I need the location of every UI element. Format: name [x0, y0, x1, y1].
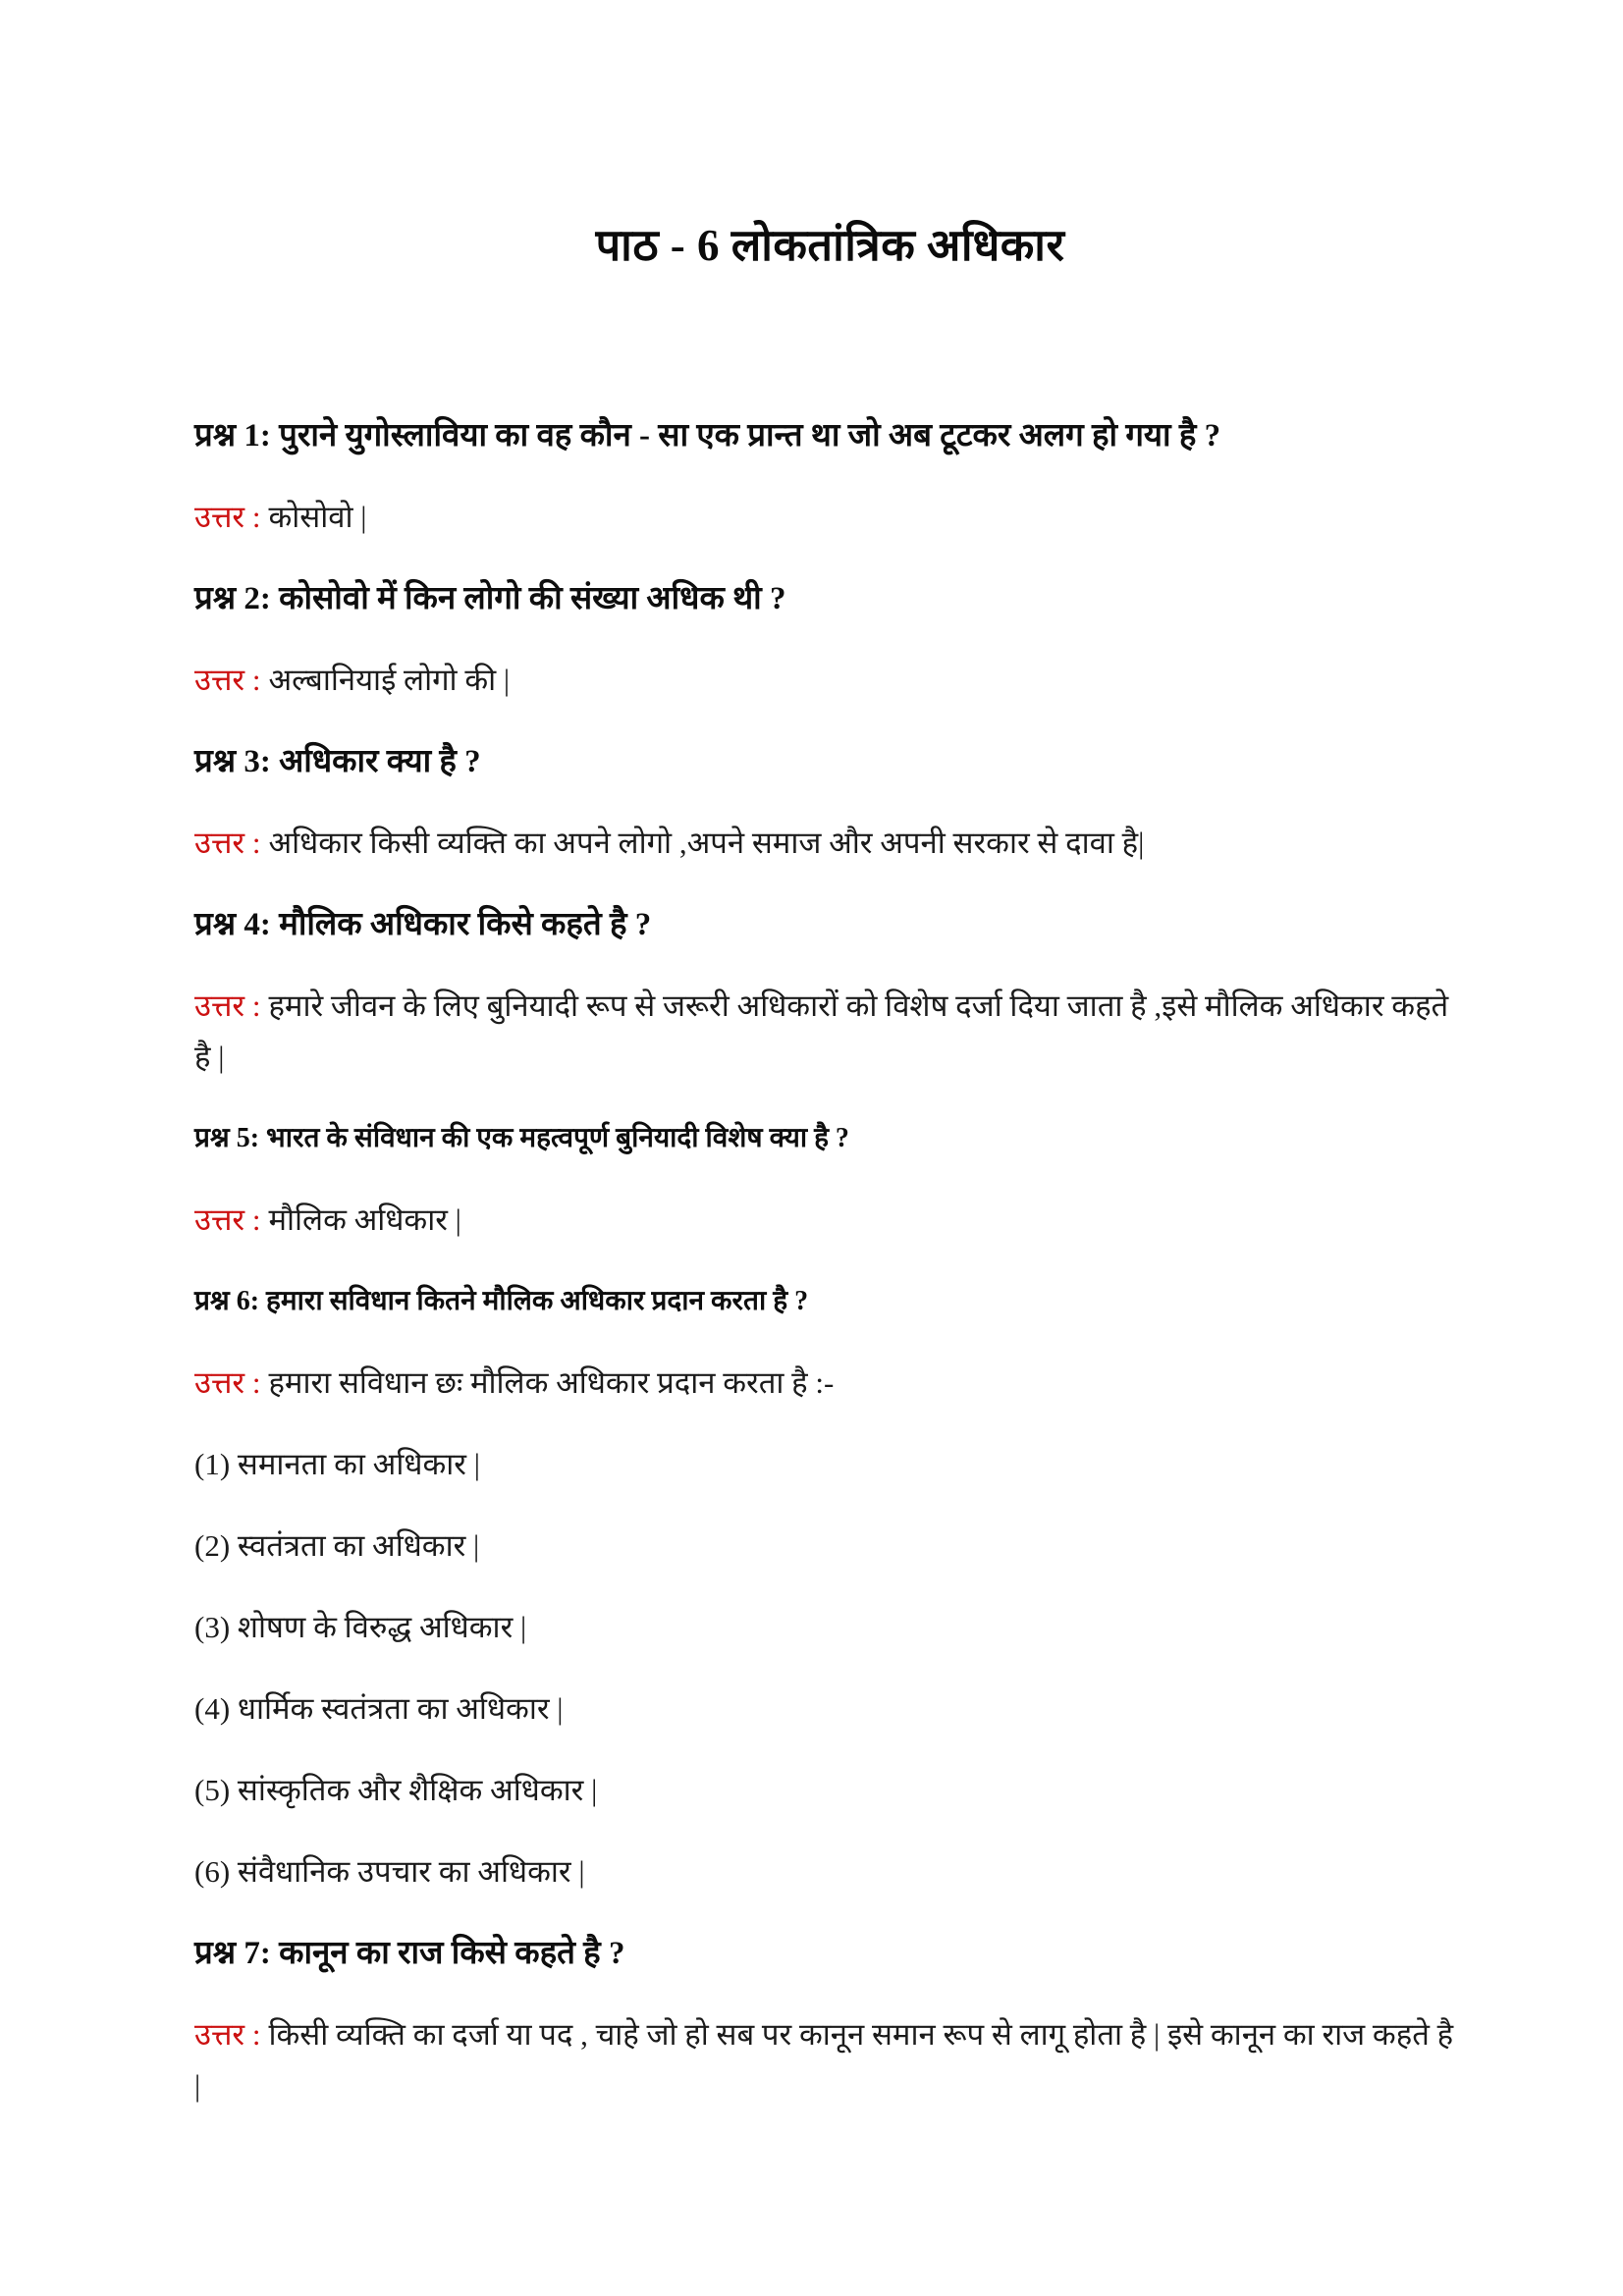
answer-6 [194, 1358, 1466, 1409]
question-7: प्रश्न 7: कानून का राज किसे कहते है ? [194, 1936, 625, 1972]
answer-text: किसी व्यक्ति का दर्जा या पद , चाहे जो हो सब पर कानून समान रूप से लागू होता है | इसे कानून का राज कहते है | [194, 2017, 1454, 2104]
rights-list-item-2: (2) स्वतंत्रता का अधिकार | [194, 1528, 480, 1564]
rights-list-item-6: (6) संवैधानिक उपचार का अधिकार | [194, 1854, 585, 1890]
answer-text: कोसोवो | [268, 500, 367, 535]
question-4: प्रश्न 4: मौलिक अधिकार किसे कहते है ? [194, 907, 652, 943]
answer-text: अधिकार किसी व्यक्ति का अपने लोगो ,अपने समाज और अपनी सरकार से दावा है| [268, 826, 1145, 861]
rights-list-item-5: (5) सांस्कृतिक और शैक्षिक अधिकार | [194, 1773, 598, 1808]
answer-text: मौलिक अधिकार | [268, 1202, 461, 1238]
answer-4 [194, 981, 1466, 1083]
answer-label: उत्तर : [194, 2017, 261, 2053]
answer-text: हमारा सविधान छः मौलिक अधिकार प्रदान करता है :- [268, 1365, 835, 1401]
answer-label: उत्तर : [194, 663, 261, 698]
answer-2 [194, 655, 1466, 706]
answer-label: उत्तर : [194, 500, 261, 535]
answer-label: उत्तर : [194, 826, 261, 861]
question-3: प्रश्न 3: अधिकार क्या है ? [194, 744, 481, 780]
question-6: प्रश्न 6: हमारा सविधान कितने मौलिक अधिकार प्रदान करता है ? [194, 1286, 809, 1317]
answer-label: उत्तर : [194, 988, 261, 1024]
answer-1 [194, 492, 1466, 543]
question-2: प्रश्न 2: कोसोवो में किन लोगो की संख्या अधिक थी ? [194, 581, 786, 617]
rights-list-item-3: (3) शोषण के विरुद्ध अधिकार | [194, 1610, 527, 1645]
rights-list-item-1: (1) समानता का अधिकार | [194, 1447, 480, 1482]
rights-list-item-4: (4) धार्मिक स्वतंत्रता का अधिकार | [194, 1691, 564, 1727]
page-title: पाठ - 6 लोकतांत्रिक अधिकार [595, 221, 1065, 270]
question-1: प्रश्न 1: पुराने युगोस्लाविया का वह कौन - सा एक प्रान्त था जो अब टूटकर अलग हो गया है ? [194, 418, 1221, 454]
answer-label: उत्तर : [194, 1365, 261, 1401]
answer-text: हमारे जीवन के लिए बुनियादी रूप से जरूरी अधिकारों को विशेष दर्जा दिया जाता है ,इसे मौलिक अधिकार कहते है | [194, 988, 1449, 1075]
answer-3 [194, 818, 1466, 869]
question-5: प्रश्न 5: भारत के संविधान की एक महत्वपूर्ण बुनियादी विशेष क्या है ? [194, 1123, 849, 1154]
answer-7 [194, 2009, 1466, 2111]
answer-text: अल्बानियाई लोगो की | [268, 663, 511, 698]
answer-label: उत्तर : [194, 1202, 261, 1238]
answer-5 [194, 1195, 1466, 1246]
